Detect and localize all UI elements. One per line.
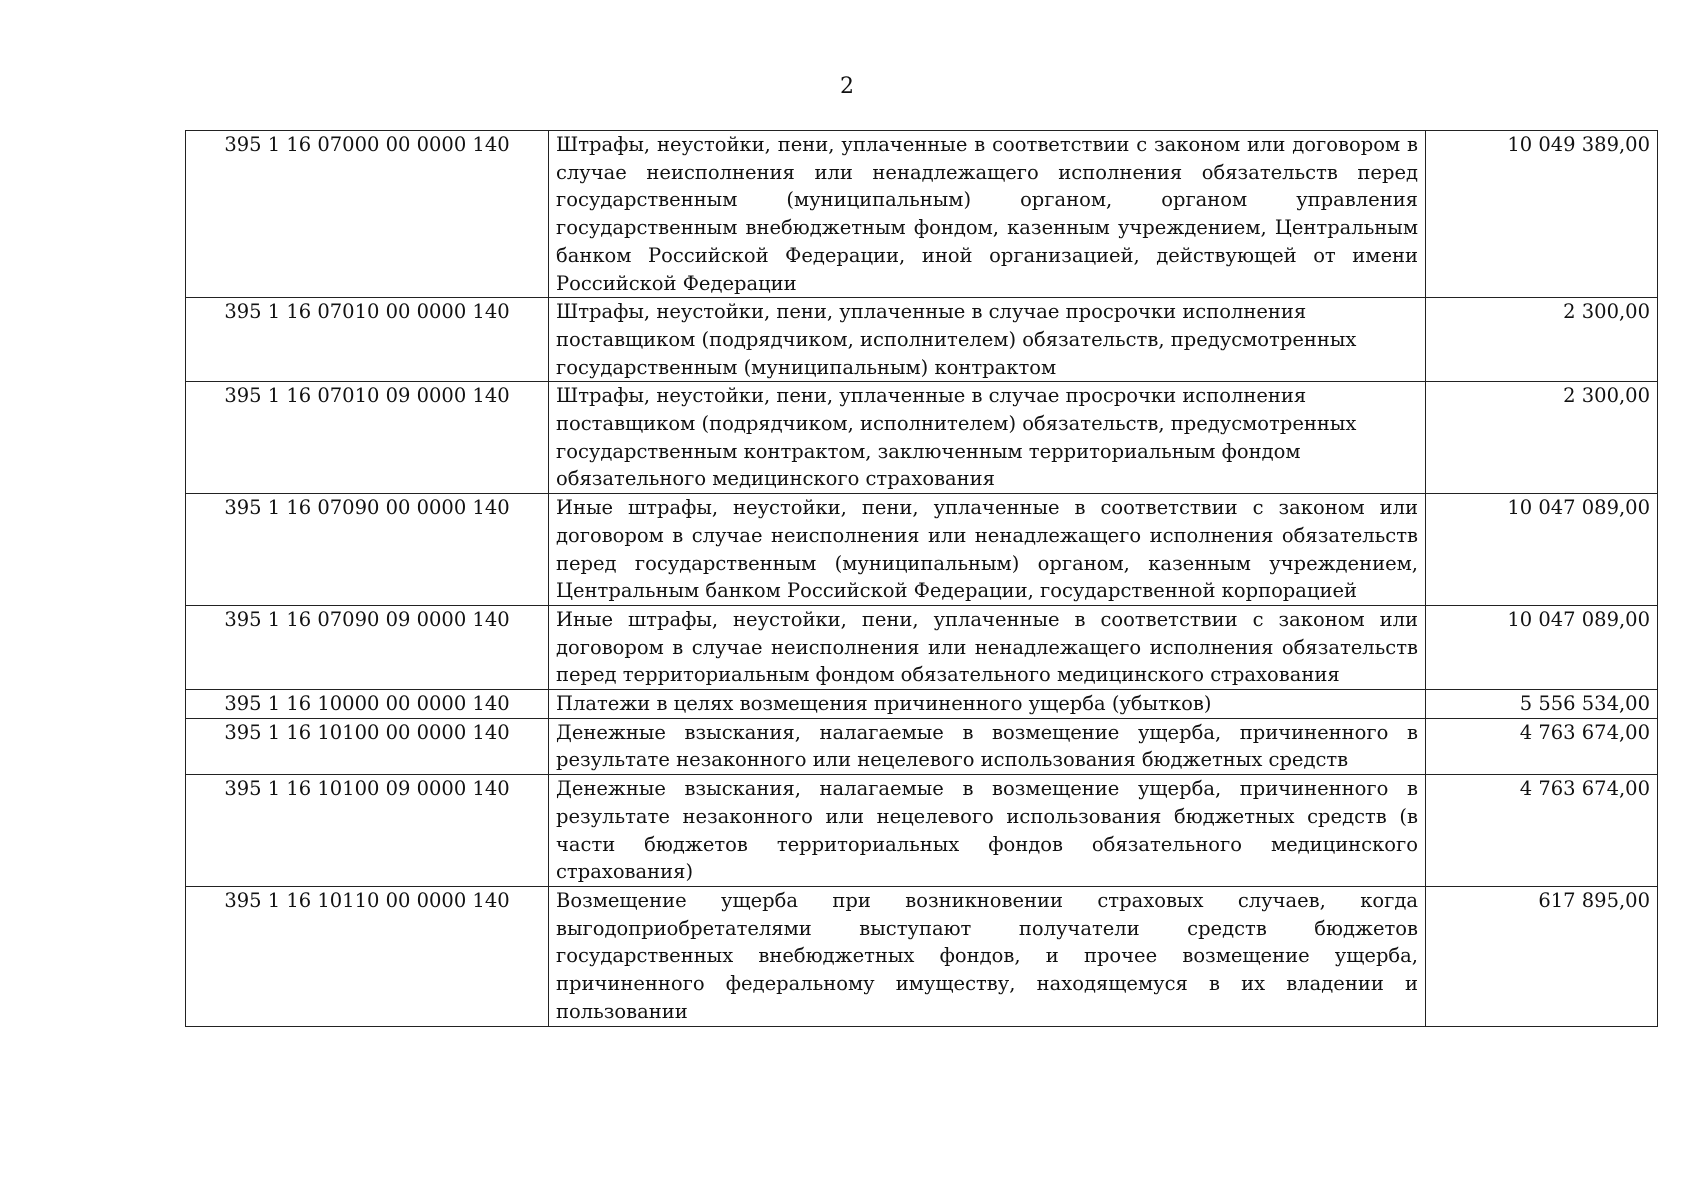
budget-code-cell: 395 1 16 07010 00 0000 140 <box>186 298 549 382</box>
amount-cell: 4 763 674,00 <box>1426 718 1658 774</box>
budget-code-cell: 395 1 16 10000 00 0000 140 <box>186 690 549 719</box>
table-row <box>186 494 1658 606</box>
table-row <box>186 690 1658 719</box>
table-row <box>186 298 1658 382</box>
amount-cell: 10 047 089,00 <box>1426 605 1658 689</box>
amount-cell: 2 300,00 <box>1426 298 1658 382</box>
description-cell: Штрафы, неустойки, пени, уплаченные в случае просрочки исполнения поставщиком (подрядчиком, исполнителем) обязательств, предусмотренных государственным (муниципальным) контрактом <box>549 298 1426 382</box>
table-row <box>186 718 1658 774</box>
description-cell: Штрафы, неустойки, пени, уплаченные в случае просрочки исполнения поставщиком (подрядчиком, исполнителем) обязательств, предусмотренных государственным контрактом, заключенным территориальным фондом обязательного медицинского страхования <box>549 382 1426 494</box>
amount-cell: 617 895,00 <box>1426 886 1658 1026</box>
budget-code-cell: 395 1 16 07090 00 0000 140 <box>186 494 549 606</box>
amount-cell: 10 049 389,00 <box>1426 131 1658 298</box>
budget-code-cell: 395 1 16 10100 00 0000 140 <box>186 718 549 774</box>
amount-cell: 5 556 534,00 <box>1426 690 1658 719</box>
budget-code-cell: 395 1 16 07010 09 0000 140 <box>186 382 549 494</box>
budget-code-cell: 395 1 16 10110 00 0000 140 <box>186 886 549 1026</box>
description-cell: Денежные взыскания, налагаемые в возмещение ущерба, причиненного в результате незаконного или нецелевого использования бюджетных средств (в части бюджетов территориальных фондов обязательного медицинского страхования) <box>549 775 1426 887</box>
table-row <box>186 886 1658 1026</box>
amount-cell: 2 300,00 <box>1426 382 1658 494</box>
amount-cell: 4 763 674,00 <box>1426 775 1658 887</box>
table-row <box>186 605 1658 689</box>
table-row <box>186 775 1658 887</box>
budget-code-cell: 395 1 16 07000 00 0000 140 <box>186 131 549 298</box>
description-cell: Иные штрафы, неустойки, пени, уплаченные в соответствии с законом или договором в случае неисполнения или ненадлежащего исполнения обязательств перед государственным (муниципальным) органом, казенным учреждением, Центральным банком Российской Федерации, государственной корпорацией <box>549 494 1426 606</box>
budget-code-cell: 395 1 16 07090 09 0000 140 <box>186 605 549 689</box>
description-cell: Штрафы, неустойки, пени, уплаченные в соответствии с законом или договором в случае неисполнения или ненадлежащего исполнения обязательств перед государственным (муниципальным) органом, органом управления государственным внебюджетным фондом, казенным учреждением, Центральным банком Российской Федерации, иной организацией, действующей от имени Российской Федерации <box>549 131 1426 298</box>
description-cell: Денежные взыскания, налагаемые в возмещение ущерба, причиненного в результате незаконного или нецелевого использования бюджетных средств <box>549 718 1426 774</box>
budget-revenue-table <box>185 130 1658 1027</box>
description-cell: Иные штрафы, неустойки, пени, уплаченные в соответствии с законом или договором в случае неисполнения или ненадлежащего исполнения обязательств перед территориальным фондом обязательного медицинского страхования <box>549 605 1426 689</box>
table-row <box>186 131 1658 298</box>
budget-code-cell: 395 1 16 10100 09 0000 140 <box>186 775 549 887</box>
description-cell: Возмещение ущерба при возникновении страховых случаев, когда выгодоприобретателями выступают получатели средств бюджетов государственных внебюджетных фондов, и прочее возмещение ущерба, причиненного федеральному имуществу, находящемуся в их владении и пользовании <box>549 886 1426 1026</box>
description-cell: Платежи в целях возмещения причиненного ущерба (убытков) <box>549 690 1426 719</box>
table-row <box>186 382 1658 494</box>
amount-cell: 10 047 089,00 <box>1426 494 1658 606</box>
page-number: 2 <box>840 74 854 99</box>
